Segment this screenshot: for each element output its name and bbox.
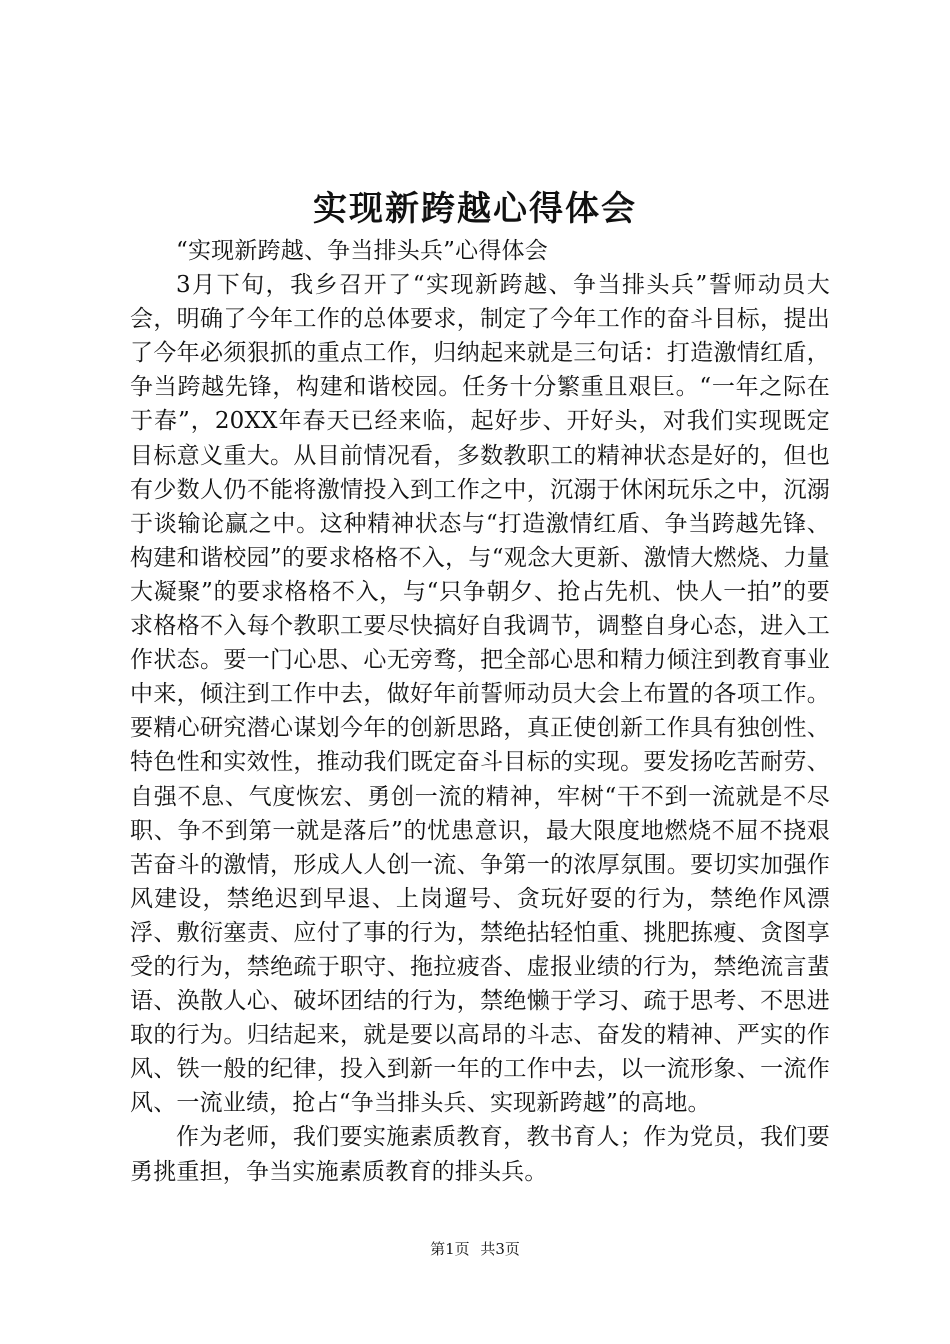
body-paragraph-subtitle: “实现新跨越、争当排头兵”心得体会: [176, 238, 548, 264]
body-paragraph-main: 3月下旬，我乡召开了“实现新跨越、争当排头兵”誓师动员大会，明确了今年工作的总体要求，制定了今年工作的奋斗目标，提出了今年必须狠抓的重点工作，归纳起来就是三句话：打造激情红盾，争当跨越先锋，构建和谐校园。任务十分繁重且艰巨。“一年之际在于春”，20XX年春天已经来临，起好步、开好头，对我们实现既定目标意义重大。从目前情况看，多数教职工的精神状态是好的，但也有少数人仍不能将激情投入到工作之中，沉溺于休闲玩乐之中，沉溺于谈输论赢之中。这种精神状态与“打造激情红盾、争当跨越先锋、构建和谐校园”的要求格格不入，与“观念大更新、激情大燃烧、力量大凝聚”的要求格格不入，与“只争朝夕、抢占先机、快人一拍”的要求格格不入每个教职工要尽快搞好自我调节，调整自身心态，进入工作状态。要一门心思、心无旁骛，把全部心思和精力倾注到教育事业中来，倾注到工作中去，做好年前誓师动员大会上布置的各项工作。要精心研究潜心谋划今年的创新思路，真正使创新工作具有独创性、特色性和实效性，推动我们既定奋斗目标的实现。要发扬吃苦耐劳、自强不息、气度恢宏、勇创一流的精神，牢树“干不到一流就是不尽职、争不到第一就是落后”的忧患意识，最大限度地燃烧不屈不挠艰苦奋斗的激情，形成人人创一流、争第一的浓厚氛围。要切实加强作风建设，禁绝迟到早退、上岗遛号、贪玩好耍的行为，禁绝作风漂浮、敷衍塞责、应付了事的行为，禁绝拈轻怕重、挑肥拣瘦、贪图享受的行为，禁绝疏于职守、拖拉疲沓、虚报业绩的行为，禁绝流言蜚语、涣散人心、破坏团结的行为，禁绝懒于学习、疏于思考、不思进取的行为。归结起来，就是要以高昂的斗志、奋发的精神、严实的作风、铁一般的纪律，投入到新一年的工作中去，以一流形象、一流作风、一流业绩，抢占“争当排头兵、实现新跨越”的高地。: [130, 272, 830, 1117]
body-paragraph-closing: 作为老师，我们要实施素质教育，教书育人；作为党员，我们要勇挑重担，争当实施素质教育的排头兵。: [130, 1124, 830, 1185]
document-title: 实现新跨越心得体会: [313, 189, 637, 229]
document-body: [130, 234, 830, 1189]
page-number-footer: 第1页 共3页: [430, 1240, 520, 1258]
